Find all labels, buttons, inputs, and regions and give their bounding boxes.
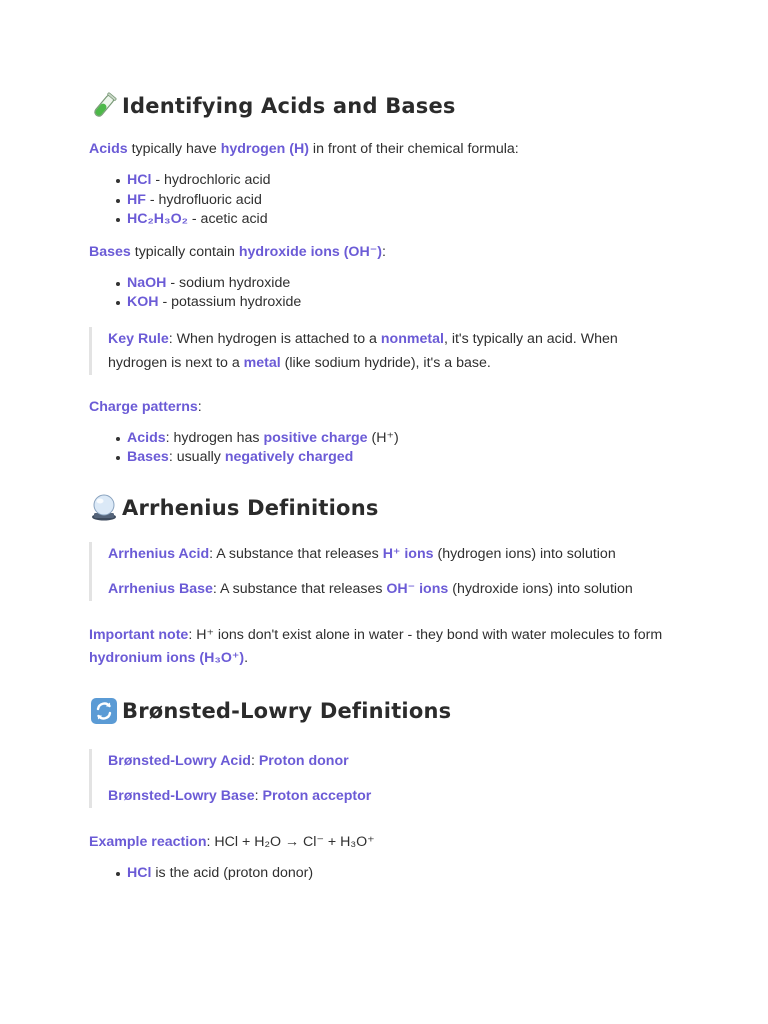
bronsted-acid-definition: Brønsted-Lowry Acid: Proton donor	[108, 752, 349, 769]
bronsted-base-definition: Brønsted-Lowry Base: Proton acceptor	[108, 787, 372, 804]
base-examples-list	[89, 274, 679, 313]
list-item: HCl - hydrochloric acid	[89, 171, 679, 191]
arrhenius-base-definition: Arrhenius Base: A substance that releases OH⁻ ions (hydroxide ions) into solution	[108, 580, 633, 597]
list-item: HC₂H₃O₂ - acetic acid	[89, 210, 679, 230]
section-title: Brønsted-Lowry Definitions	[122, 698, 452, 723]
list-item: NaOH - sodium hydroxide	[89, 274, 679, 294]
crystal-ball-icon	[89, 494, 119, 522]
test-tube-icon	[89, 92, 119, 120]
list-item: HF - hydrofluoric acid	[89, 191, 679, 211]
section-title: Identifying Acids and Bases	[122, 94, 456, 118]
example-reaction-list	[89, 864, 679, 884]
bases-intro: Bases typically contain hydroxide ions (OH⁻):	[89, 243, 386, 260]
key-rule-text: Key Rule: When hydrogen is attached to a nonmetal, it's typically an acid. When hydrogen is next to a metal (like sodium hydride), it's a base.	[108, 330, 618, 371]
list-item: Bases: usually negatively charged	[89, 448, 679, 468]
section-heading-arrhenius	[89, 494, 679, 522]
acids-intro: Acids typically have hydrogen (H) in front of their chemical formula:	[89, 141, 519, 157]
charge-patterns-heading: Charge patterns:	[89, 398, 202, 415]
arrhenius-definitions-blockquote	[89, 542, 679, 601]
bronsted-definitions-blockquote	[89, 749, 679, 808]
section-heading-identifying	[89, 92, 679, 120]
example-reaction: Example reaction: HCl + H₂O → Cl⁻ + H₃O⁺	[89, 833, 375, 850]
arrows-cycle-icon	[89, 697, 119, 725]
important-note: Important note: H⁺ ions don't exist alone in water - they bond with water molecules to form hydronium ions (H₃O⁺).	[89, 626, 663, 666]
key-rule-blockquote	[89, 327, 679, 375]
charge-patterns-list	[89, 429, 679, 468]
list-item: HCl is the acid (proton donor)	[89, 864, 679, 884]
list-item: KOH - potassium hydroxide	[89, 293, 679, 313]
section-heading-bronsted-lowry	[89, 697, 679, 725]
acid-examples-list	[89, 171, 679, 230]
list-item: Acids: hydrogen has positive charge (H⁺)	[89, 429, 679, 449]
arrhenius-acid-definition: Arrhenius Acid: A substance that releases H⁺ ions (hydrogen ions) into solution	[108, 545, 616, 562]
section-title: Arrhenius Definitions	[122, 495, 379, 520]
